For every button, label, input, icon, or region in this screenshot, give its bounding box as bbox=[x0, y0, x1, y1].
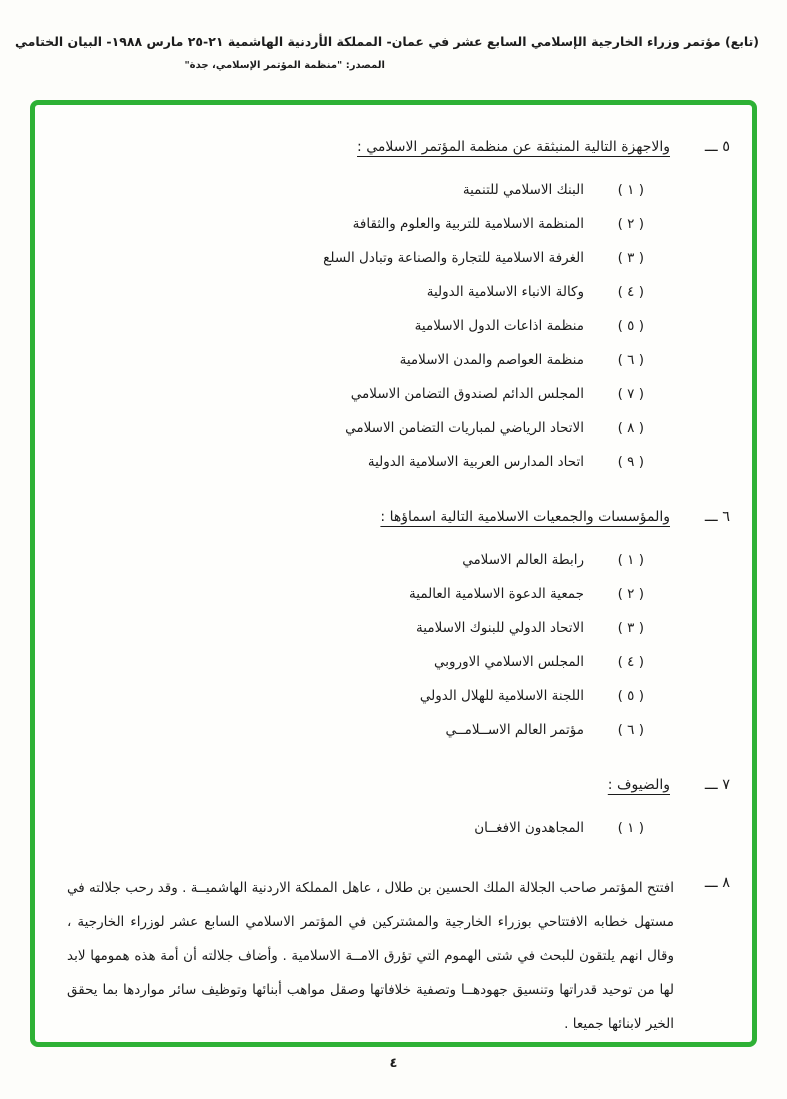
list-item bbox=[61, 445, 644, 479]
section-organs bbox=[61, 135, 730, 479]
list-item bbox=[61, 713, 644, 747]
item-text: الاتحاد الدولي للبنوك الاسلامية bbox=[416, 620, 584, 636]
item-number: ( ٤ ) bbox=[617, 284, 644, 300]
section-body bbox=[61, 505, 674, 747]
item-text: البنك الاسلامي للتنمية bbox=[462, 182, 584, 198]
item-text: مؤتمر العالم الاســلامــي bbox=[445, 722, 584, 738]
item-text: منظمة العواصم والمدن الاسلامية bbox=[399, 352, 584, 368]
item-number: ( ٢ ) bbox=[617, 216, 644, 232]
item-text: الاتحاد الرياضي لمباريات التضامن الاسلامي bbox=[345, 420, 584, 436]
list-item bbox=[61, 343, 644, 377]
list-item bbox=[61, 645, 644, 679]
item-text: المنظمة الاسلامية للتربية والعلوم والثقافة bbox=[352, 216, 584, 232]
list-item bbox=[61, 207, 644, 241]
item-text: جمعية الدعوة الاسلامية العالمية bbox=[409, 586, 584, 602]
list-item bbox=[61, 275, 644, 309]
list-item bbox=[61, 241, 644, 275]
closing-paragraph: افتتح المؤتمر صاحب الجلالة الملك الحسين بن طلال ، عاهل المملكة الاردنية الهاشميــة . وقد رحب جلالته في مستهل خطابه الافتتاحي بوزراء الخارجية والمشتركين في المؤتمر الاسلامي السابع عشر لوزراء الخارجية ، وقال انهم يلتقون للبحث في شتى الهموم التي تؤرق الامــة الاسلامية . وأضاف جلالته أن أمة هذه همومها لابد لها من توحيد قدراتها وتنسيق جهودهــا وتصفية خلافاتها وصقل مواهب أبنائها وتوظيف سائر مواردها بما يحقق الخير لابنائها جميعا . bbox=[67, 880, 674, 1032]
item-number: ( ٦ ) bbox=[617, 722, 644, 738]
item-text: رابطة العالم الاسلامي bbox=[462, 552, 584, 568]
list-item bbox=[61, 377, 644, 411]
section-opening-speech bbox=[61, 871, 730, 1041]
item-number: ( ٥ ) bbox=[617, 318, 644, 334]
item-text: المجاهدون الافغــان bbox=[474, 820, 584, 836]
item-text: اللجنة الاسلامية للهلال الدولي bbox=[419, 688, 584, 704]
item-number: ( ٧ ) bbox=[617, 386, 644, 402]
section-number: ٨ ـــ bbox=[704, 875, 730, 891]
section-body bbox=[61, 135, 674, 479]
section-body bbox=[61, 871, 674, 1041]
section-items bbox=[61, 811, 644, 845]
section-number: ٥ ـــ bbox=[704, 139, 730, 155]
item-text: وكالة الانباء الاسلامية الدولية bbox=[426, 284, 584, 300]
item-text: المجلس الدائم لصندوق التضامن الاسلامي bbox=[350, 386, 584, 402]
section-items bbox=[61, 543, 644, 747]
section-guests bbox=[61, 773, 730, 845]
document-header-title: (تابع) مؤتمر وزراء الخارجية الإسلامي السابع عشر في عمان- المملكة الأردنية الهاشمية ٢١-٢٥ مارس ١٩٨٨- البيان الختامي bbox=[15, 34, 759, 49]
green-highlight-box bbox=[30, 100, 757, 1047]
document-source-line: المصدر: "منظمة المؤتمر الإسلامي، جدة" bbox=[184, 60, 385, 71]
item-number: ( ٤ ) bbox=[617, 654, 644, 670]
item-number: ( ١ ) bbox=[617, 820, 644, 836]
section-title: والاجهزة التالية المنبثقة عن منظمة المؤتمر الاسلامي : bbox=[357, 139, 670, 155]
section-institutions bbox=[61, 505, 730, 747]
page-number: ٤ bbox=[389, 1056, 398, 1071]
item-text: منظمة اذاعات الدول الاسلامية bbox=[414, 318, 584, 334]
list-item bbox=[61, 173, 644, 207]
item-text: المجلس الاسلامي الاوروبي bbox=[434, 654, 584, 670]
section-number: ٧ ـــ bbox=[704, 777, 730, 793]
list-item bbox=[61, 611, 644, 645]
list-item bbox=[61, 309, 644, 343]
item-number: ( ٩ ) bbox=[617, 454, 644, 470]
item-text: الغرفة الاسلامية للتجارة والصناعة وتبادل السلع bbox=[323, 250, 584, 266]
list-item bbox=[61, 811, 644, 845]
item-number: ( ١ ) bbox=[617, 552, 644, 568]
list-item bbox=[61, 543, 644, 577]
item-number: ( ٢ ) bbox=[617, 586, 644, 602]
list-item bbox=[61, 411, 644, 445]
item-text: اتحاد المدارس العربية الاسلامية الدولية bbox=[367, 454, 584, 470]
item-number: ( ٨ ) bbox=[617, 420, 644, 436]
item-number: ( ٣ ) bbox=[617, 250, 644, 266]
list-item bbox=[61, 679, 644, 713]
section-body bbox=[61, 773, 674, 845]
item-number: ( ٥ ) bbox=[617, 688, 644, 704]
item-number: ( ١ ) bbox=[617, 182, 644, 198]
section-title: والضيوف : bbox=[607, 777, 670, 793]
list-item bbox=[61, 577, 644, 611]
item-number: ( ٦ ) bbox=[617, 352, 644, 368]
section-title: والمؤسسات والجمعيات الاسلامية التالية اسماؤها : bbox=[380, 509, 670, 525]
section-items bbox=[61, 173, 644, 479]
item-number: ( ٣ ) bbox=[617, 620, 644, 636]
section-number: ٦ ـــ bbox=[704, 509, 730, 525]
